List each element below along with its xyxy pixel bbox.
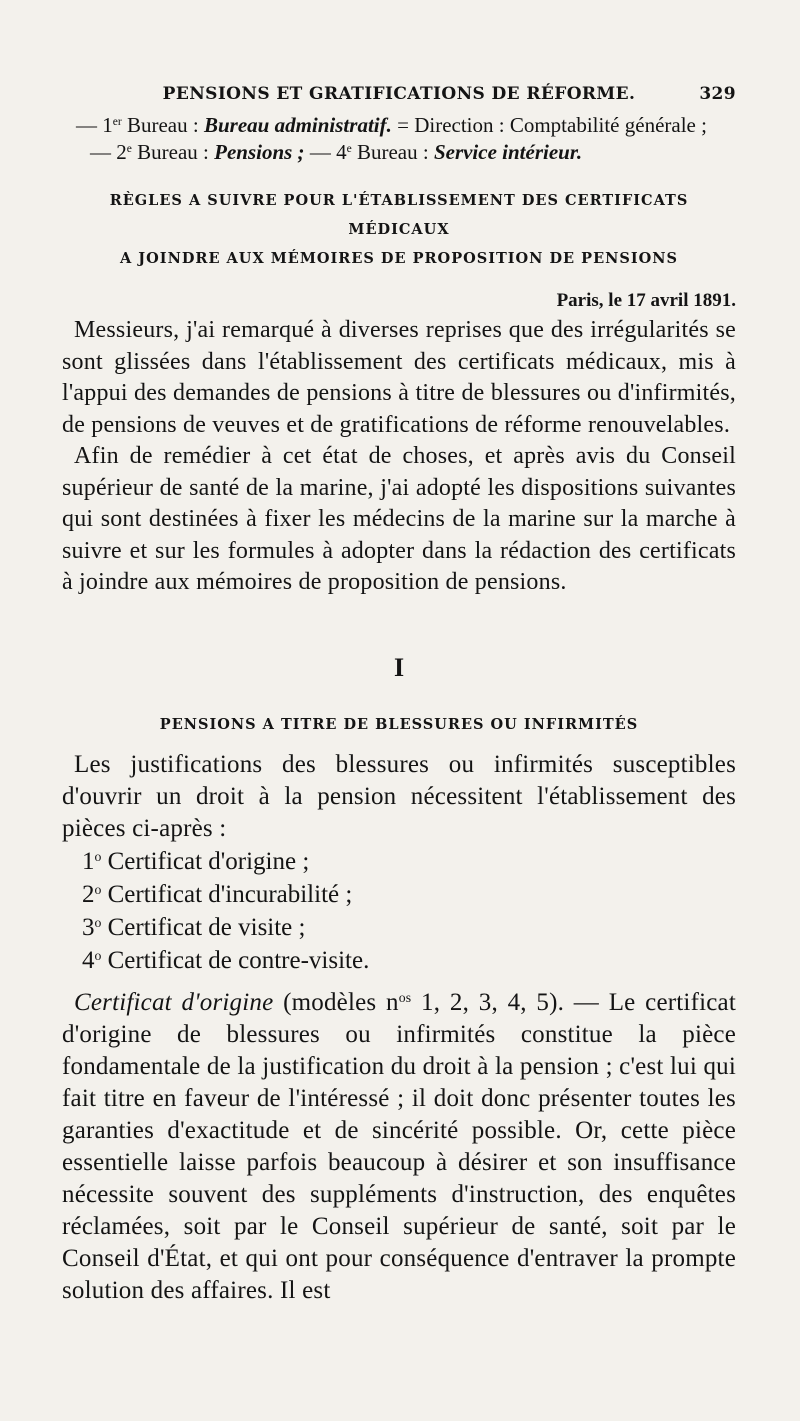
bureaux-list bbox=[62, 112, 736, 166]
running-title: PENSIONS ET GRATIFICATIONS DE RÉFORME. bbox=[162, 84, 636, 104]
list-item: 2$^o$ Certificat d'incurabilité ; bbox=[82, 880, 353, 908]
dateline: Paris, le 17 avril 1891. bbox=[556, 290, 736, 311]
bureau-line-1: — 1er Bureau : Bureau administratif. = Direction : Comptabilité générale ; bbox=[76, 113, 707, 137]
certificate-origin-body: Le certificat d'origine de blessures ou infirmités constitue la pièce fondamentale de la justification du droit à la pension ; c'est lui qui fait titre en faveur de l'intéressé ; il doit donc présenter toutes les garanties d'exactitude et de sincérité possible. Or, cette pièce essentielle laisse parfois beaucoup à désirer et son insuffisance nécessite souvent des suppléments d'instruction, des enquêtes réclamées, soit par le Conseil supérieur de santé, soit par le Conseil d'État, et qui ont pour conséquence d'entraver la prompte solution des affaires. Il est bbox=[62, 988, 736, 1304]
intro-paragraph-1: Messieurs, j'ai remarqué à diverses reprises que des irrégularités se sont glissées dans l'établissement des certificats médicaux, mis à l'appui des demandes de pensions à titre de blessures ou d'infirmités, de pensions de veuves et de gratifications de réforme renouvelables. bbox=[62, 317, 736, 438]
certificate-origin-section bbox=[62, 987, 736, 1307]
list-item: 3$^o$ Certificat de visite ; bbox=[82, 913, 306, 941]
list-item: 1$^o$ Certificat d'origine ; bbox=[82, 847, 310, 875]
certificate-origin-paragraph: Certificat d'origine (modèles $n^{os}$ 1, 2, 3, 4, 5). — Le certificat d'origine de blessures ou infirmités constitue la pièce fondamentale de la justification du droit à la pension ; c'est lui qui fait titre en faveur de l'intéressé ; il doit donc présenter toutes les garanties d'exactitude et de sincérité possible. Or, cette pièce essentielle laisse parfois beaucoup à désirer et son insuffisance nécessite souvent des suppléments d'instruction, des enquêtes réclamées, soit par le Conseil supérieur de santé, soit par le Conseil d'État, et qui ont pour conséquence d'entraver la prompte solution des affaires. Il est bbox=[62, 988, 736, 1304]
section-title: PENSIONS A TITRE DE BLESSURES OU INFIRMITÉS bbox=[159, 715, 639, 733]
page-number: 329 bbox=[699, 84, 736, 104]
intro-paragraph-2: Afin de remédier à cet état de choses, et après avis du Conseil supérieur de santé de la marine, j'ai adopté les dispositions suivantes qui sont destinées à fixer les médecins de la marine sur la marche à suivre et sur les formules à adopter dans la rédaction des certificats à joindre aux mémoires de proposition de pensions. bbox=[62, 443, 736, 595]
list-item: 4$^o$ Certificat de contre-visite. bbox=[82, 946, 370, 974]
rules-title bbox=[62, 186, 736, 273]
certificate-list bbox=[62, 845, 736, 977]
section-intro bbox=[62, 749, 736, 845]
section-intro-paragraph: Les justifications des blessures ou infirmités susceptibles d'ouvrir un droit à la pension nécessitent l'établissement des pièces ci-après : bbox=[62, 750, 736, 842]
running-header bbox=[62, 80, 736, 108]
section-numeral: I bbox=[393, 652, 405, 682]
rules-title-line-1: RÈGLES A SUIVRE POUR L'ÉTABLISSEMENT DES CERTIFICATS MÉDICAUX bbox=[109, 192, 689, 238]
bureau-line-2: — 2e Bureau : Pensions ; — 4e Bureau : Service intérieur. bbox=[90, 140, 583, 164]
certificate-origin-title: Certificat d'origine bbox=[74, 988, 274, 1016]
rules-title-line-2: A JOINDRE AUX MÉMOIRES DE PROPOSITION DE PENSIONS bbox=[120, 250, 678, 267]
intro-text bbox=[62, 315, 736, 599]
